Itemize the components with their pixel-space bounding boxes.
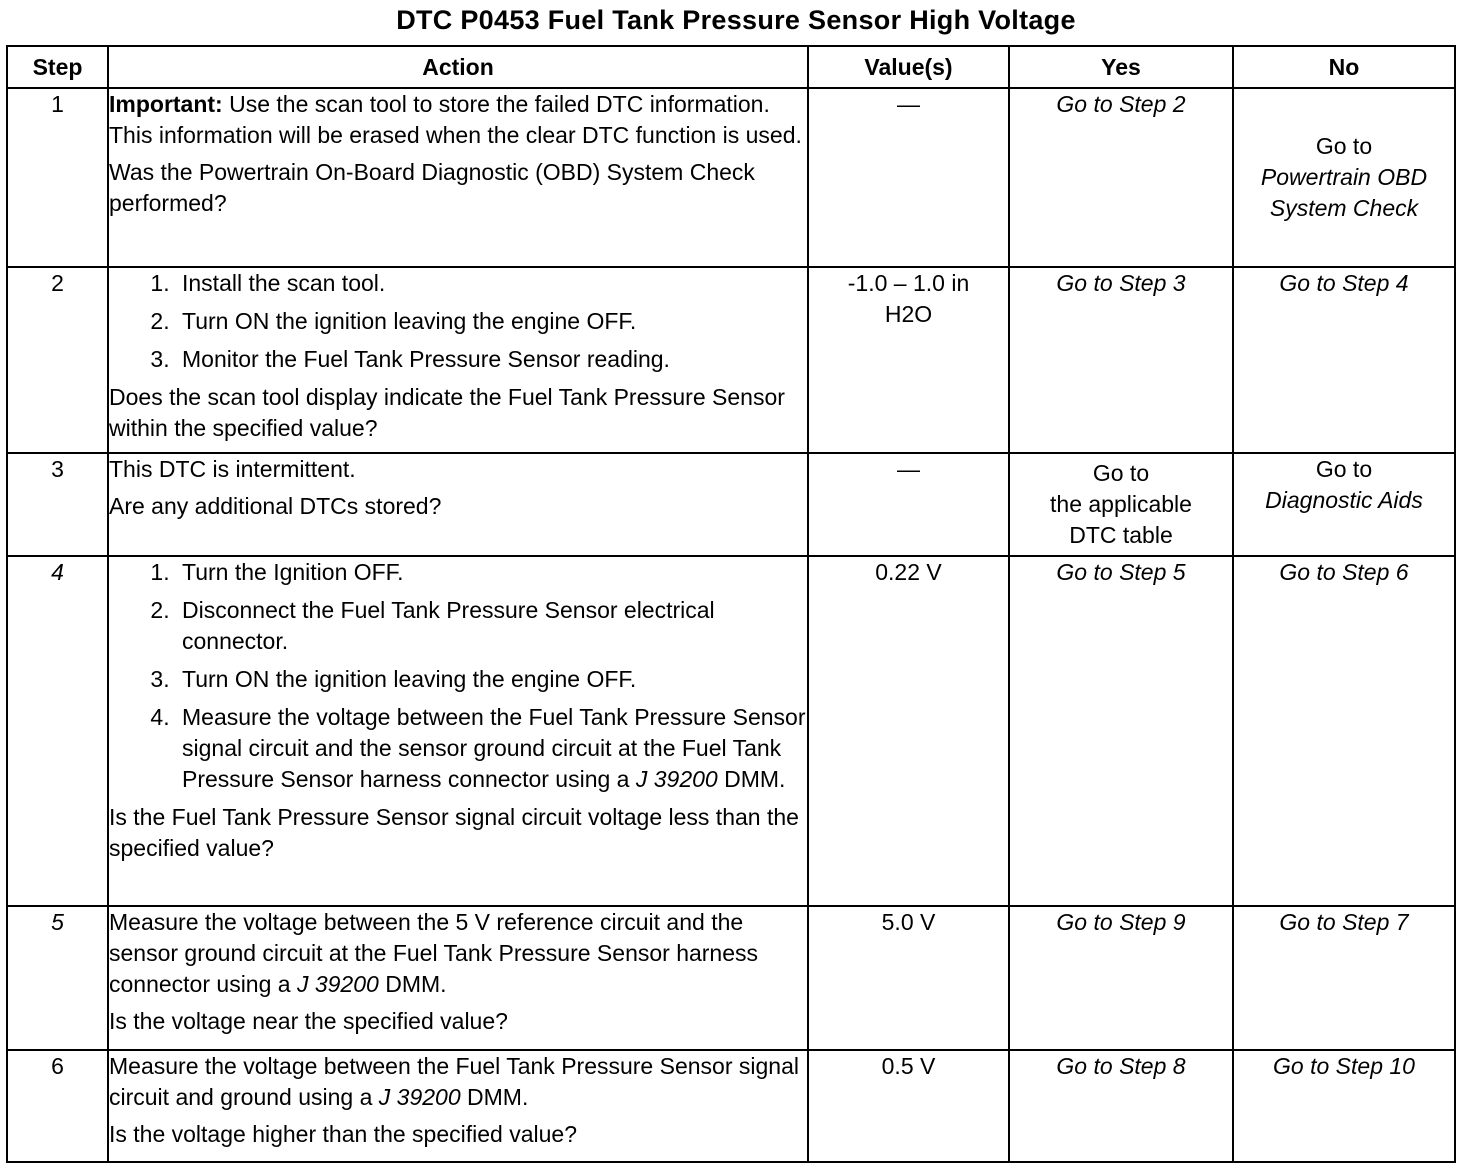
list-item: 3. Monitor the Fuel Tank Pressure Sensor reading.	[176, 344, 807, 375]
tool-name: J 39200	[378, 1084, 461, 1110]
action-cell	[108, 267, 808, 453]
list-item: 2. Turn ON the ignition leaving the engine OFF.	[176, 306, 807, 337]
important-note	[109, 89, 807, 151]
value-cell: —	[808, 88, 1009, 267]
table-row	[7, 267, 1455, 453]
step-number: 2	[7, 267, 108, 453]
action-text: This DTC is intermittent.	[109, 456, 356, 482]
header-yes: Yes	[1009, 46, 1233, 88]
yes-cell: Go to Step 3	[1009, 267, 1233, 453]
question-text: Is the Fuel Tank Pressure Sensor signal circuit voltage less than the specified value?	[109, 804, 799, 861]
yes-cell: Go to Step 2	[1009, 88, 1233, 267]
no-line: Diagnostic Aids	[1265, 487, 1423, 513]
question-text: Was the Powertrain On-Board Diagnostic (OBD) System Check performed?	[109, 159, 755, 216]
important-text: Use the scan tool to store the failed DTC information. This information will be erased when the clear DTC function is used.	[109, 91, 802, 148]
value-cell: 5.0 V	[808, 906, 1009, 1050]
action-cell	[108, 906, 808, 1050]
value-cell: —	[808, 453, 1009, 556]
important-label: Important:	[109, 91, 223, 117]
value-line: H2O	[884, 301, 933, 327]
no-cell: Go to Step 6	[1233, 556, 1455, 906]
action-text	[109, 907, 807, 1000]
action-text	[109, 1051, 807, 1113]
yes-cell: Go to Step 9	[1009, 906, 1233, 1050]
value-cell: 0.5 V	[808, 1050, 1009, 1162]
page-title: DTC P0453 Fuel Tank Pressure Sensor High Voltage	[396, 5, 1076, 35]
list-item: 2. Disconnect the Fuel Tank Pressure Sensor electrical connector.	[176, 595, 807, 657]
no-line: Powertrain OBD	[1260, 164, 1428, 190]
tool-name: J 39200	[635, 766, 718, 792]
no-cell: Go to Step 4	[1233, 267, 1455, 453]
table-row	[7, 556, 1455, 906]
step-number: 6	[7, 1050, 108, 1162]
header-step: Step	[7, 46, 108, 88]
header-action: Action	[108, 46, 808, 88]
list-item: 1. Turn the Ignition OFF.	[176, 557, 807, 588]
action-cell	[108, 556, 808, 906]
step-number: 3	[7, 453, 108, 556]
table-row	[7, 88, 1455, 267]
no-line: Go to	[1315, 456, 1373, 482]
step-number: 4	[7, 556, 108, 906]
yes-cell: Go to Step 5	[1009, 556, 1233, 906]
list-item-text: Measure the voltage between the Fuel Tank Pressure Sensor signal circuit and the sensor ground circuit at the Fuel Tank Pressure Sensor harness connector using a	[182, 704, 806, 792]
question-text: Is the voltage near the specified value?	[109, 1008, 508, 1034]
list-item: 3. Turn ON the ignition leaving the engine OFF.	[176, 664, 807, 695]
no-cell	[1233, 453, 1455, 556]
list-item: 1. Install the scan tool.	[176, 268, 807, 299]
header-values: Value(s)	[808, 46, 1009, 88]
step-number: 5	[7, 906, 108, 1050]
no-line: System Check	[1269, 195, 1419, 221]
yes-line: the applicable	[1050, 491, 1192, 517]
action-text-part: Measure the voltage between the Fuel Tank Pressure Sensor signal circuit and ground using a	[109, 1053, 799, 1110]
action-text-part: DMM.	[460, 1084, 529, 1110]
yes-cell	[1009, 453, 1233, 556]
action-cell	[108, 453, 808, 556]
no-line: Go to	[1315, 133, 1373, 159]
question-text: Are any additional DTCs stored?	[109, 493, 442, 519]
tool-name: J 39200	[296, 971, 379, 997]
yes-cell: Go to Step 8	[1009, 1050, 1233, 1162]
diagnostic-table	[6, 45, 1456, 1163]
action-text-part: DMM.	[378, 971, 447, 997]
action-cell	[108, 88, 808, 267]
table-row	[7, 906, 1455, 1050]
table-row	[7, 1050, 1455, 1162]
action-text-part: Measure the voltage between the 5 V reference circuit and the sensor ground circuit at the Fuel Tank Pressure Sensor harness connector using a	[109, 909, 759, 997]
procedure-list	[109, 557, 807, 795]
question-text: Does the scan tool display indicate the Fuel Tank Pressure Sensor within the specified value?	[109, 384, 785, 441]
no-cell: Go to Step 7	[1233, 906, 1455, 1050]
value-cell	[808, 267, 1009, 453]
table-row	[7, 453, 1455, 556]
question-text: Is the voltage higher than the specified value?	[109, 1121, 577, 1147]
yes-line: DTC table	[1069, 522, 1173, 548]
header-no: No	[1233, 46, 1455, 88]
table-header-row	[7, 46, 1455, 88]
procedure-list	[109, 268, 807, 375]
no-cell: Go to Step 10	[1233, 1050, 1455, 1162]
yes-line: Go to	[1092, 460, 1150, 486]
list-item-text: DMM.	[717, 766, 786, 792]
no-cell	[1233, 88, 1455, 267]
list-item	[176, 702, 807, 795]
value-cell: 0.22 V	[808, 556, 1009, 906]
step-number: 1	[7, 88, 108, 267]
value-line: -1.0 – 1.0 in	[847, 270, 970, 296]
action-cell	[108, 1050, 808, 1162]
